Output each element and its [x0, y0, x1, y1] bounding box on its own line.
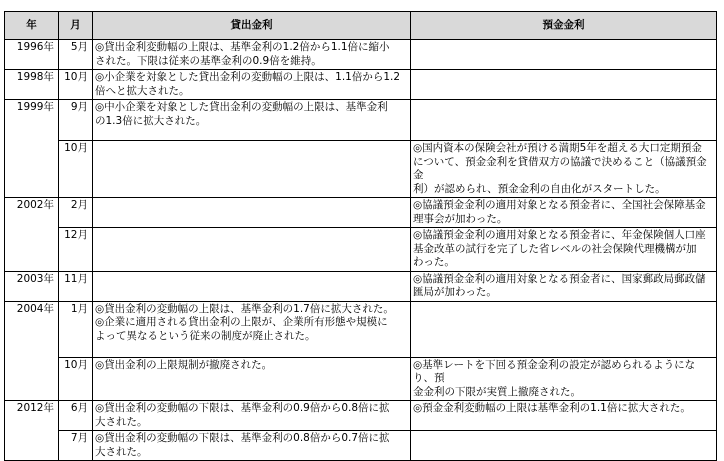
loan-rate-cell	[93, 40, 411, 70]
text-line: ◎基準レートを下回る預金金利の設定が認められるようになり、預	[413, 358, 696, 384]
month-cell: 7月	[59, 431, 93, 461]
text-line: 基金改革の試行を完了した省レベルの社会保険代理機構が加	[413, 242, 697, 255]
header-year: 年	[5, 12, 59, 40]
deposit-rate-cell	[411, 431, 717, 461]
deposit-rate-cell	[411, 271, 717, 301]
table-row	[5, 228, 717, 272]
month-cell: 5月	[59, 40, 93, 70]
deposit-rate-cell	[411, 228, 717, 272]
year-cell: 2004年	[5, 301, 59, 401]
deposit-rate-cell	[411, 301, 717, 357]
deposit-rate-cell	[411, 70, 717, 100]
text-line: ◎預金金利変動幅の上限は基準金利の1.1倍に拡大された。	[413, 402, 691, 414]
text-line: 匯局が加わった。	[413, 286, 497, 298]
text-line: された。下限は従来の基準金利の0.9倍を維持。	[95, 54, 322, 67]
text-line: ◎企業に適用される貸出金利の上限が、企業所有形態や規模に	[95, 316, 388, 328]
month-cell: 12月	[59, 228, 93, 272]
loan-rate-cell	[93, 100, 411, 141]
loan-rate-cell	[93, 228, 411, 272]
text-line: ◎中小企業を対象とした貸出金利の変動幅の上限は、基準金利	[95, 101, 388, 113]
text-line: ◎貸出金利変動幅の上限は、基準金利の1.2倍から1.1倍に縮小	[95, 41, 390, 53]
month-cell: 10月	[59, 357, 93, 401]
text-line: よって異なるという従来の制度が廃止された。	[95, 329, 316, 342]
text-line: ◎小企業を対象とした貸出金利の変動幅の上限は、1.1倍から1.2	[95, 71, 401, 83]
month-cell: 10月	[59, 70, 93, 100]
deposit-rate-cell	[411, 357, 717, 401]
month-cell: 9月	[59, 100, 93, 141]
month-cell: 1月	[59, 301, 93, 357]
text-line: 大された。	[95, 415, 148, 428]
loan-rate-cell	[93, 357, 411, 401]
text-line: 倍へと拡大された。	[95, 84, 190, 97]
year-cell: 1999年	[5, 100, 59, 198]
table-row	[5, 301, 717, 357]
year-cell: 2012年	[5, 401, 59, 461]
text-line: について、預金金利を貸借双方の協議で決めること（協議預金金	[413, 155, 707, 181]
loan-rate-cell	[93, 198, 411, 228]
table-body	[5, 40, 717, 461]
loan-rate-cell	[93, 70, 411, 100]
table-row	[5, 271, 717, 301]
month-cell: 6月	[59, 401, 93, 431]
loan-rate-cell	[93, 401, 411, 431]
loan-rate-cell	[93, 271, 411, 301]
text-line: ◎貸出金利の上限規制が撤廃された。	[95, 358, 273, 371]
table-row	[5, 40, 717, 70]
text-line: 金金利の下限が実質上撤廃された。	[413, 385, 581, 398]
text-line: ◎貸出金利の変動幅の下限は、基準金利の0.8倍から0.7倍に拡	[95, 432, 390, 444]
deposit-rate-cell	[411, 401, 717, 431]
table-row	[5, 198, 717, 228]
table-row	[5, 401, 717, 431]
year-cell: 2003年	[5, 271, 59, 301]
header-month: 月	[59, 12, 93, 40]
text-line: 大された。	[95, 445, 148, 458]
table-container	[4, 11, 717, 461]
table-row	[5, 70, 717, 100]
text-line: ◎貸出金利の変動幅の上限は、基準金利の1.7倍に拡大された。	[95, 302, 394, 315]
header-row	[5, 12, 717, 40]
interest-rate-reform-table	[4, 11, 717, 461]
deposit-rate-cell	[411, 198, 717, 228]
text-line: 利）が認められ、預金金利の自由化がスタートした。	[413, 182, 666, 195]
text-line: ◎国内資本の保険会社が預ける満期5年を超える大口定期預金	[413, 142, 702, 154]
month-cell: 2月	[59, 198, 93, 228]
deposit-rate-cell	[411, 40, 717, 70]
header-deposit-rate: 預金金利	[411, 12, 717, 40]
deposit-rate-cell	[411, 100, 717, 141]
year-cell: 1998年	[5, 70, 59, 100]
header-loan-rate: 貸出金利	[93, 12, 411, 40]
text-line: ◎貸出金利の変動幅の下限は、基準金利の0.9倍から0.8倍に拡	[95, 402, 390, 414]
table-row	[5, 141, 717, 198]
deposit-rate-cell	[411, 141, 717, 198]
year-cell: 2002年	[5, 198, 59, 272]
text-line: ◎協議預金金利の適用対象となる預金者に、年金保険個人口座	[413, 229, 706, 241]
month-cell: 11月	[59, 271, 93, 301]
loan-rate-cell	[93, 141, 411, 198]
text-line: の1.3倍に拡大された。	[95, 114, 207, 127]
loan-rate-cell	[93, 301, 411, 357]
table-row	[5, 431, 717, 461]
text-line: ◎協議預金金利の適用対象となる預金者に、国家郵政局郵政儲	[413, 272, 706, 285]
table-row	[5, 100, 717, 141]
text-line: ◎協議預金金利の適用対象となる預金者に、全国社会保障基金	[413, 199, 706, 211]
text-line: わった。	[413, 256, 455, 268]
text-line: 理事会が加わった。	[413, 212, 508, 225]
year-cell: 1996年	[5, 40, 59, 70]
month-cell: 10月	[59, 141, 93, 198]
loan-rate-cell	[93, 431, 411, 461]
table-row	[5, 357, 717, 401]
